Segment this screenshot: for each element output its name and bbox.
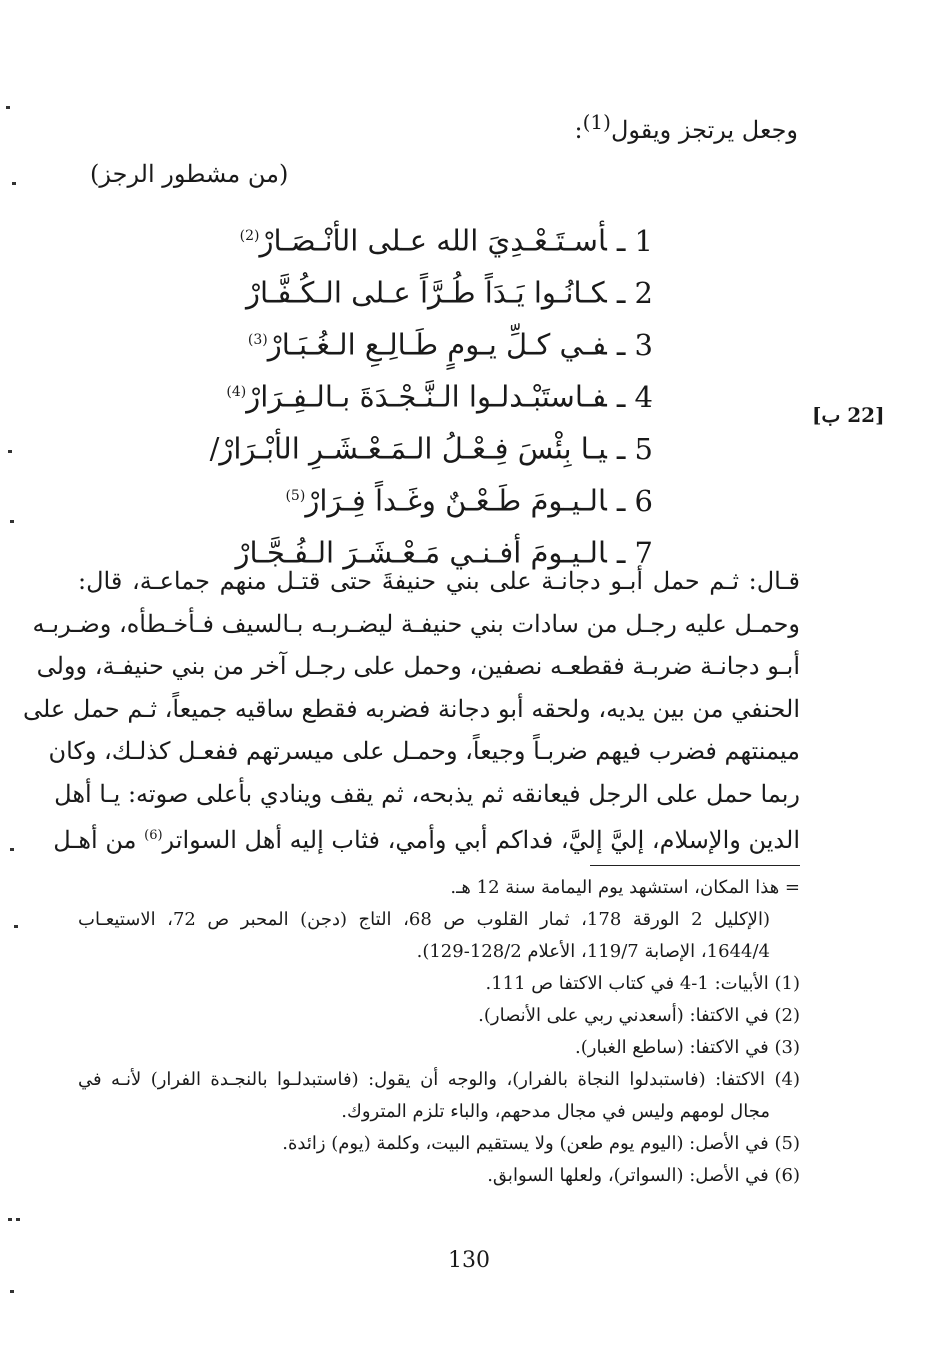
verse-text: يـا بِئْسَ فِـعْـلُ الـمَـعْـشَـرِ الأبْـرَارْ/ — [209, 431, 607, 466]
scan-speck — [16, 1218, 20, 1221]
body-note-ref: (6) — [144, 828, 163, 843]
footnote-separator — [590, 865, 800, 866]
body-line: ربما حمل على الرجل فيعانقه ثم يذبحه، ثم يقف وينادي بأعلى صوته: يـا أهل — [54, 779, 800, 808]
verse-note-ref: (3) — [247, 332, 268, 348]
scan-speck — [6, 106, 10, 109]
footnote-line: (1) الأبيات: 1-4 في كتاب الاكتفا ص 111. — [485, 973, 800, 994]
verse-number: 3 ـ — [616, 327, 653, 362]
body-line: الحنفي من بين يديه، ولحقه أبو دجانة فضربه فقطع ساقيه جميعاً، ثـم حمل على — [22, 694, 800, 723]
verse-number: 4 ـ — [616, 379, 653, 414]
verse-line — [193, 366, 653, 418]
body-paragraph — [22, 560, 800, 862]
verse-line — [193, 470, 653, 522]
footnote-line: (2) في الاكتفا: (أسعدني ربي على الأنصار). — [478, 1005, 800, 1026]
scan-speck — [10, 1290, 14, 1293]
body-line-text: الدين والإسلام، إليَّ إليَّ، فداكم أبي وأمي، فثاب إليه أهل السواتر — [162, 826, 800, 854]
verse-text: الـيـومَ طَـعْـنٌ وغَـداً فِـرَارْ — [305, 483, 607, 518]
verse-number: 6 ـ — [616, 483, 653, 518]
footnotes — [78, 872, 800, 1192]
footnote-line: (6) في الأصل: (السواتر)، ولعلها السوابق. — [487, 1165, 800, 1186]
footnote-line: (4) الاكتفا: (فاستبدلوا النجاة بالفرار)، والوجه أن يقول: (فاستبدلـوا بالنجـدة الفرار) لأنـه في — [78, 1069, 800, 1090]
verse-text: الـيـومَ أفـنـي مَـعْـشَـرَ الـفُـجَّـارْ — [235, 535, 607, 570]
verse-note-ref: (5) — [285, 488, 306, 504]
page-number: 130 — [448, 1248, 490, 1273]
footnote-line: (3) في الاكتفا: (ساطع الغبار). — [575, 1037, 800, 1058]
verse-number: 1 ـ — [616, 223, 653, 258]
body-line-text: من أهـل — [53, 826, 145, 854]
verse-number: 2 ـ — [616, 275, 653, 310]
scan-speck — [8, 450, 12, 453]
body-line — [53, 815, 800, 862]
scan-speck — [12, 182, 16, 185]
footnote-line: (5) في الأصل: (اليوم يوم طعن) ولا يستقيم البيت، وكلمة (يوم) زائدة. — [282, 1133, 800, 1154]
scan-speck — [10, 848, 14, 851]
intro-text: وجعل يرتجز ويقول — [610, 116, 798, 144]
verse-note-ref: (2) — [239, 228, 260, 244]
verse-text: أسـتَـعْـدِيَ الله عـلى الأنْـصَـارْ — [259, 223, 607, 258]
verse-line — [193, 210, 653, 262]
verse-text: كـانُـوا يَـدَاً طُـرَّاً عـلى الـكُـفَّـارْ — [246, 275, 607, 310]
intro-line — [198, 110, 798, 144]
intro-note-ref: (1) — [582, 110, 611, 134]
verse-note-ref: (4) — [226, 384, 247, 400]
verse-line — [193, 314, 653, 366]
scan-speck — [8, 1218, 12, 1221]
body-line: ميمنتهم فضرب فيهم ضربـاً وجيعاً، وحمـل على ميسرتهم ففعـل كذلـك، وكان — [48, 737, 800, 765]
verse-line — [193, 262, 653, 314]
verse-line — [193, 418, 653, 470]
footnote-line: (الإكليل 2 الورقة 178، ثمار القلوب ص 68، التاج (دجن) المحبر ص 72، الاستيعـاب — [78, 909, 770, 930]
footnote-line: مجال لومهم وليس في مجال مدحهم، والباء تلزم المتروك. — [341, 1101, 770, 1122]
footnote-line: = هذا المكان، استشهد يوم اليمامة سنة 12 هـ. — [450, 877, 800, 898]
intro-colon: : — [574, 116, 583, 144]
verse-text: فـي كـلِّ يـومٍ طَـالِـعِ الـغُـبَـارْ — [267, 327, 607, 362]
body-line: أبـو دجانـة ضربـة فقطعـه نصفين، وحمل على رجـل آخر من بني حنيفـة، وولى — [36, 652, 800, 680]
verse-number: 7 ـ — [616, 535, 653, 570]
folio-marker: [22 ب] — [812, 403, 885, 427]
verse-list — [193, 210, 653, 574]
verse-number: 5 ـ — [616, 431, 653, 466]
footnote-line: 1644/4، الإصابة 119/7، الأعلام 128/2-129). — [416, 941, 770, 962]
body-line: وحمـل عليه رجـل من سادات بني حنيفـة ليضـربـه بـالسيف فـأخـطأه، وضـربـه — [32, 609, 800, 638]
scan-speck — [10, 520, 14, 523]
scan-speck — [14, 925, 18, 928]
meter-label: (من مشطور الرجز) — [90, 160, 289, 188]
verse-text: فـاستَبْـدلـوا الـنَّـجْـدَةَ بـالـفِـرَارْ — [246, 379, 607, 414]
body-line: قـال: ثـم حمل أبـو دجانـة على بني حنيفةَ حتى قتـل منهم جماعـة، قال: — [78, 567, 800, 595]
